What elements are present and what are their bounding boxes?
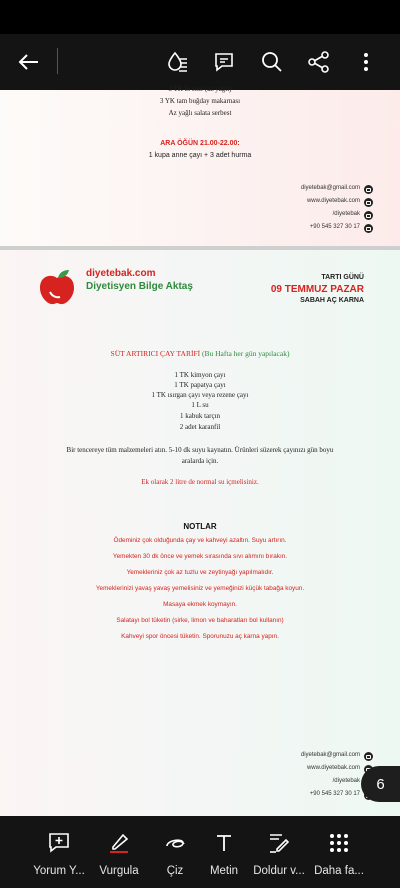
fill-sign-icon [267, 832, 291, 854]
tool-label: Daha fa... [314, 865, 364, 877]
phone-icon [364, 224, 373, 233]
top-toolbar [0, 34, 400, 90]
add-comment-icon [47, 832, 71, 854]
add-comment-button[interactable] [28, 816, 90, 888]
tool-label: Vurgula [99, 865, 139, 877]
ingredient: 1 kabuk tarçın [179, 412, 221, 420]
snack-text: 1 kupa anne çayı + 3 adet hurma [148, 152, 252, 159]
apple-logo-icon [36, 268, 78, 311]
note-item: Yemekten 30 dk önce ve yemek sırasında sıvı alımını bırakın. [112, 553, 288, 560]
ingredient: 1 TK papatya çayı [174, 381, 226, 389]
read-aloud-icon[interactable] [164, 48, 192, 76]
share-icon[interactable] [305, 48, 333, 76]
ingredient: 1 TK kimyon çayı [174, 371, 226, 379]
header-subtitle: SABAH AÇ KARNA [300, 297, 364, 304]
contact-social: /diyetebak [332, 778, 360, 784]
text-icon [212, 832, 236, 854]
text-button[interactable] [193, 816, 255, 888]
snack-title: ARA ÖĞÜN 21.00-22.00: [160, 140, 240, 147]
notes-title: NOTLAR [183, 522, 217, 531]
status-bar [0, 0, 400, 34]
page-current [0, 250, 400, 816]
meal-line: 3 TK bi sote (az yağlı) [168, 85, 232, 93]
email-icon [364, 752, 373, 761]
header-date: 09 TEMMUZ PAZAR [270, 284, 364, 295]
brand-name: diyetebak.com [86, 268, 156, 279]
highlighter-icon [107, 832, 131, 854]
back-arrow-icon[interactable] [14, 48, 42, 76]
note-item: Ödeminiz çok olduğunda çay ve kahveyi azaltın. Suyu artırın. [113, 537, 287, 544]
ingredient: 1 TK ısırgan çayı veya rezene çayı [151, 391, 249, 399]
contact-website: www.diyetebak.com [306, 198, 360, 204]
document-viewer[interactable] [0, 85, 400, 816]
more-tools-button[interactable] [308, 816, 370, 888]
note-item: Masaya ekmek koymayın. [163, 601, 237, 608]
contact-email: diyetebak@gmail.com [300, 185, 360, 191]
instagram-icon [364, 211, 373, 220]
note-item: Kahveyi spor öncesi tüketin. Sporunuzu aç karna yapın. [121, 633, 279, 640]
tool-label: Yorum Y... [33, 865, 85, 877]
contact-social: /diyetebak [332, 211, 360, 217]
page-number-badge[interactable]: 6 [361, 766, 400, 802]
bottom-toolbar [0, 816, 400, 888]
meal-line: Az yağlı salata serbest [168, 109, 232, 117]
comment-icon[interactable] [211, 48, 239, 76]
email-icon [364, 185, 373, 194]
water-note: Ek olarak 2 litre de normal su içmelisiniz. [141, 478, 259, 486]
fill-sign-button[interactable] [248, 816, 310, 888]
tool-label: Metin [209, 865, 239, 877]
page-previous [0, 85, 400, 246]
more-tools-icon [327, 832, 351, 854]
more-icon[interactable] [352, 48, 380, 76]
globe-icon [364, 198, 373, 207]
recipe-title: SÜT ARTIRICI ÇAY TARİFİ [110, 349, 201, 358]
brand-subtitle: Diyetisyen Bilge Aktaş [86, 281, 193, 292]
note-item: Yemekleriniz çok az tuzlu ve zeytinyağı yapılmalıdır. [126, 569, 274, 576]
draw-icon [163, 832, 187, 854]
recipe-heading [0, 349, 400, 358]
ingredient: 2 adet karanfil [179, 423, 221, 431]
tool-label: Doldur v... [253, 865, 305, 877]
instructions: aralarda için. [181, 457, 219, 465]
header-label: TARTI GÜNÜ [321, 274, 364, 281]
search-icon[interactable] [258, 48, 286, 76]
instructions: Bir tencereye tüm malzemeleri atın. 5-10 dk suyu kaynatın. Ürünleri süzerek çayınızı gün boyu [66, 446, 334, 454]
toolbar-divider [57, 48, 58, 74]
contact-phone: +90 545 327 30 17 [309, 791, 360, 797]
highlight-button[interactable] [88, 816, 150, 888]
meal-line: 3 YK tam buğday makarnası [159, 97, 241, 105]
note-item: Salatayı bol tüketin (sirke, limon ve baharatları bol kullanın) [116, 617, 284, 624]
note-item: Yemeklerinizi yavaş yavaş yemelisiniz ve yemeğinizi küçük tabağa koyun. [95, 585, 305, 592]
contact-phone: +90 545 327 30 17 [309, 224, 360, 230]
contact-email: diyetebak@gmail.com [300, 752, 360, 758]
recipe-note: (Bu Hafta her gün yapılacak) [202, 349, 290, 358]
tool-label: Çiz [166, 865, 184, 877]
contact-website: www.diyetebak.com [306, 765, 360, 771]
ingredient: 1 L su [191, 401, 209, 409]
